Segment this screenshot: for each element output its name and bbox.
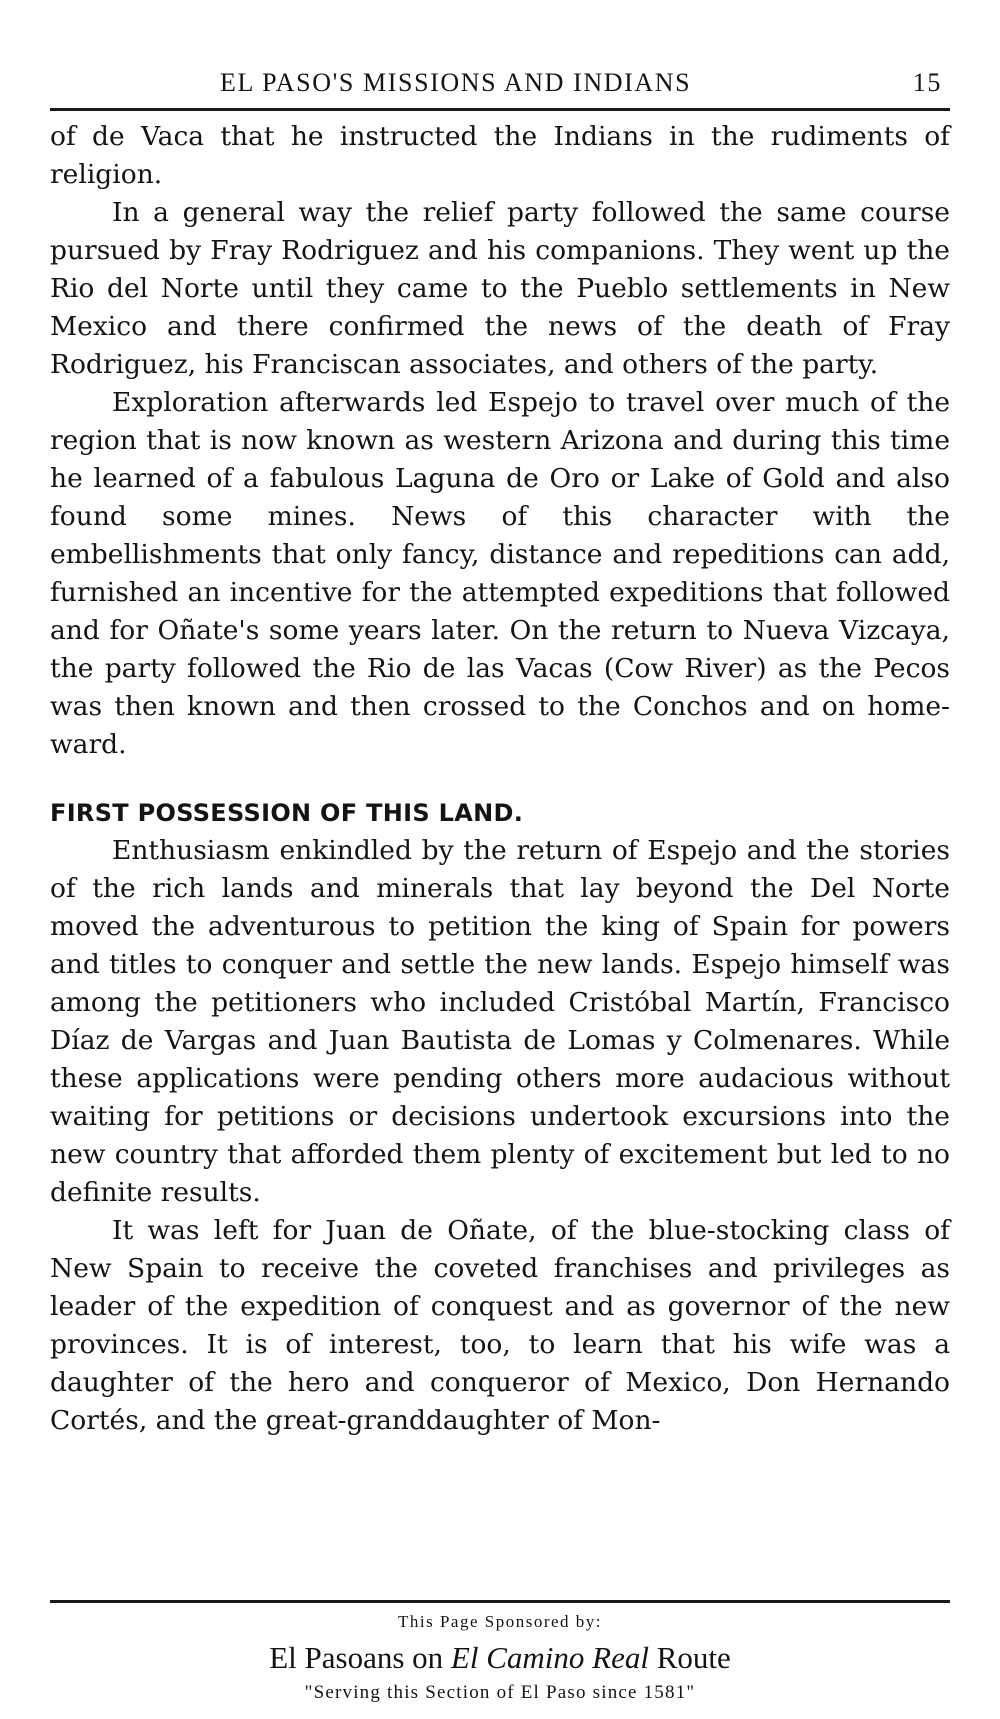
sponsor-name — [50, 1640, 950, 1676]
sponsor-name-italic: El Camino Real — [450, 1640, 649, 1675]
section-heading: FIRST POSSESSION OF THIS LAND. — [50, 799, 524, 827]
body-text — [50, 118, 950, 1440]
paragraph: It was left for Juan de Oñate, of the blue-stocking class of New Spain to receive the coveted franchises and privileges as leader of the expedition of conquest and as governor of the new provinces. It is of interest, too, to learn that his wife was a daughter of the hero and conqueror of Mexico, Don Hernando Cortés, and the great-granddaughter of Mon- — [50, 1215, 950, 1436]
sponsor-name-pre: El Pasoans on — [269, 1640, 451, 1675]
sponsor-tagline: "Serving this Section of El Paso since 1581" — [304, 1682, 696, 1703]
sponsor-name-post: Route — [648, 1640, 731, 1675]
paragraph: In a general way the relief party followed the same course pursued by Fray Rodriguez and his companions. They went up the Rio del Norte until they came to the Pueblo settlements in New Mexico and there confirmed the news of the death of Fray Rodriguez, his Franciscan associates, and others of the party. — [50, 197, 950, 380]
footer-rule — [50, 1600, 950, 1603]
paragraph: Exploration afterwards led Espejo to travel over much of the region that is now known as western Arizona and during this time he learned of a fabulous Laguna de Oro or Lake of Gold and also found some mines. News of this character with the embellishments that only fancy, distance and repeditions can add, furnished an incentive for the attempted expeditions that followed and for Oñate's some years later. On the return to Nueva Vizcaya, the party followed the Rio de las Vacas (Cow River) as the Pecos was then known and then crossed to the Conchos and on homeward. — [50, 387, 950, 760]
sponsor-footer — [50, 1612, 950, 1704]
sponsor-label: This Page Sponsored by: — [397, 1612, 603, 1631]
running-title: EL PASO'S MISSIONS AND INDIANS — [220, 68, 692, 97]
running-header — [50, 68, 950, 106]
paragraph: Enthusiasm enkindled by the return of Espejo and the stories of the rich lands and minerals that lay beyond the Del Norte moved the adventurous to petition the king of Spain for powers and titles to conquer and settle the new lands. Espejo himself was among the petitioners who included Cristóbal Martín, Francisco Díaz de Vargas and Juan Bautista de Lomas y Colmenares. While these applications were pending others more audacious without waiting for petitions or decisions undertook excursions into the new country that afforded them plenty of excitement but led to no definite results. — [50, 835, 950, 1208]
header-rule — [50, 108, 950, 111]
page-number: 15 — [912, 68, 942, 97]
paragraph: of de Vaca that he instructed the Indians in the rudiments of religion. — [50, 121, 950, 190]
